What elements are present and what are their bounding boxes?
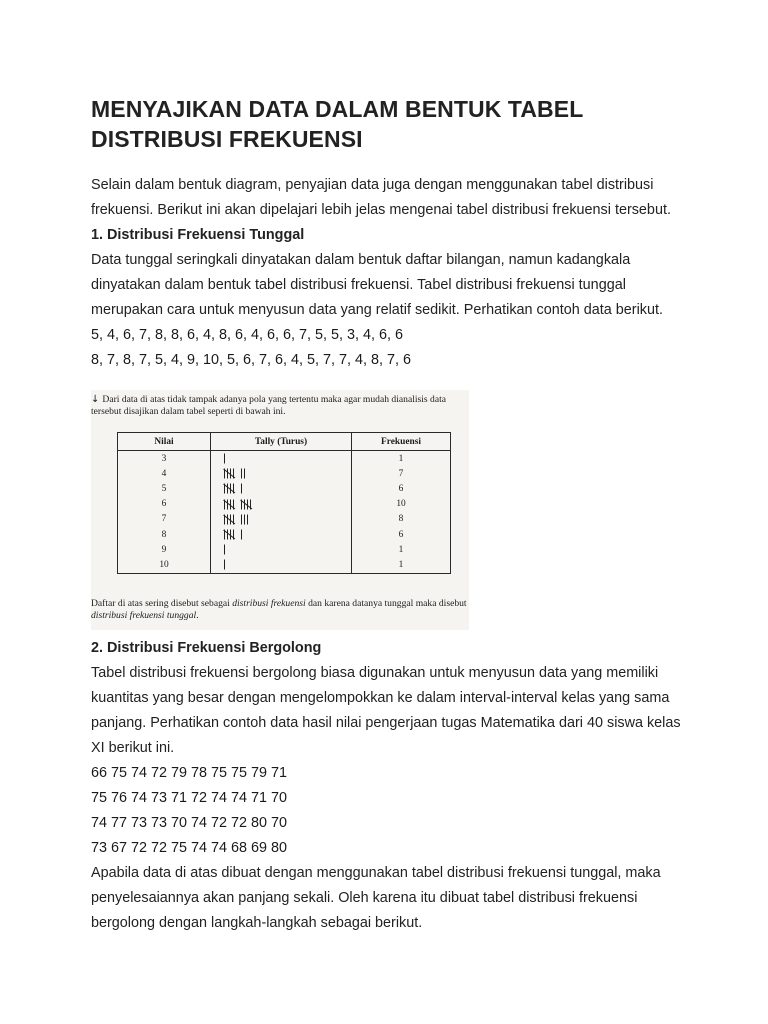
cell-frekuensi: 6	[352, 481, 451, 496]
cell-nilai: 5	[118, 481, 211, 496]
cell-frekuensi: 1	[352, 557, 451, 573]
section2-data-line: 74 77 73 73 70 74 72 72 80 70	[91, 815, 288, 831]
table-row	[118, 466, 451, 481]
tally-marks	[223, 453, 230, 464]
cell-tally	[211, 527, 352, 542]
section1-heading: 1. Distribusi Frekuensi Tunggal	[91, 227, 305, 243]
cell-tally	[211, 512, 352, 527]
cell-nilai: 10	[118, 557, 211, 573]
cell-nilai: 4	[118, 466, 211, 481]
cell-frekuensi: 1	[352, 542, 451, 557]
column-header-frekuensi: Frekuensi	[352, 433, 451, 451]
table-row	[118, 557, 451, 573]
figure-note-text: Dari data di atas tidak tampak adanya pola yang tertentu maka agar mudah dianalisis data tersebut disajikan dalam tabel seperti di bawah ini.	[91, 394, 447, 417]
section2-heading: 2. Distribusi Frekuensi Bergolong	[91, 640, 322, 656]
cell-tally	[211, 497, 352, 512]
section2-body: Tabel distribusi frekuensi bergolong biasa digunakan untuk menyusun data yang memiliki kuantitas yang besar dengan mengelompokkan ke dalam interval-interval kelas yang sama panjang. Perhatikan contoh data hasil nilai pengerjaan tugas Matematika dari 40 siswa kelas XI berikut ini.	[91, 665, 681, 756]
tally-marks	[223, 544, 230, 555]
cell-nilai: 3	[118, 451, 211, 467]
cell-frekuensi: 8	[352, 512, 451, 527]
tally-marks	[223, 529, 247, 540]
intro-paragraph: Selain dalam bentuk diagram, penyajian data juga dengan menggunakan tabel distribusi frekuensi. Berikut ini akan dipelajari lebih jelas mengenai tabel distribusi frekuensi tersebut.	[91, 177, 671, 218]
page-title: MENYAJIKAN DATA DALAM BENTUK TABEL DISTRIBUSI FREKUENSI	[91, 96, 583, 152]
cell-nilai: 7	[118, 512, 211, 527]
cell-tally	[211, 466, 352, 481]
footnote-term: distribusi frekuensi	[232, 598, 306, 609]
figure-footnote	[91, 598, 467, 622]
footnote-text: Daftar di atas sering disebut sebagai	[91, 598, 230, 609]
section2-data-line: 66 75 74 72 79 78 75 75 79 71	[91, 765, 288, 781]
tally-marks	[223, 559, 230, 570]
table-row	[118, 451, 451, 467]
column-header-tally: Tally (Turus)	[211, 433, 352, 451]
tally-marks	[223, 499, 261, 510]
table-row	[118, 481, 451, 496]
cell-frekuensi: 1	[352, 451, 451, 467]
section2-closing: Apabila data di atas dibuat dengan menggunakan tabel distribusi frekuensi tunggal, maka penyelesaiannya akan panjang sekali. Oleh karena itu dibuat tabel distribusi frekuensi bergolong dengan langkah-langkah sebagai berikut.	[91, 865, 661, 931]
cell-frekuensi: 10	[352, 497, 451, 512]
cell-frekuensi: 7	[352, 466, 451, 481]
table-row	[118, 527, 451, 542]
section2-data-line: 73 67 72 72 75 74 74 68 69 80	[91, 840, 288, 856]
tally-marks	[223, 483, 247, 494]
cell-nilai: 8	[118, 527, 211, 542]
footnote-end: .	[196, 610, 199, 621]
cell-nilai: 9	[118, 542, 211, 557]
table-row	[118, 512, 451, 527]
table-row	[118, 542, 451, 557]
cell-nilai: 6	[118, 497, 211, 512]
frequency-table	[117, 432, 451, 574]
section1-body: Data tunggal seringkali dinyatakan dalam bentuk daftar bilangan, namun kadangkala dinyatakan dalam bentuk tabel distribusi frekuensi. Tabel distribusi frekuensi tunggal merupakan cara untuk menyusun data yang relatif sedikit. Perhatikan contoh data berikut.	[91, 252, 663, 318]
table-row	[118, 497, 451, 512]
cell-tally	[211, 557, 352, 573]
cell-frekuensi: 6	[352, 527, 451, 542]
footnote-term: distribusi frekuensi tunggal	[91, 610, 197, 621]
frequency-table-figure	[91, 390, 469, 630]
tally-marks	[223, 514, 253, 525]
figure-note	[91, 394, 467, 418]
tally-marks	[223, 468, 250, 479]
section1-data-line: 8, 7, 8, 7, 5, 4, 9, 10, 5, 6, 7, 6, 4, 5, 7, 7, 4, 8, 7, 6	[91, 352, 412, 368]
cell-tally	[211, 481, 352, 496]
cell-tally	[211, 451, 352, 467]
section2-data-line: 75 76 74 73 71 72 74 74 71 70	[91, 790, 288, 806]
footnote-text: dan karena datanya tunggal maka disebut	[308, 598, 467, 609]
section1-data-line: 5, 4, 6, 7, 8, 8, 6, 4, 8, 6, 4, 6, 6, 7, 5, 5, 3, 4, 6, 6	[91, 327, 403, 343]
cell-tally	[211, 542, 352, 557]
column-header-nilai: Nilai	[118, 433, 211, 451]
document-page	[91, 94, 691, 936]
arrow-down-icon: ↓	[91, 394, 100, 405]
